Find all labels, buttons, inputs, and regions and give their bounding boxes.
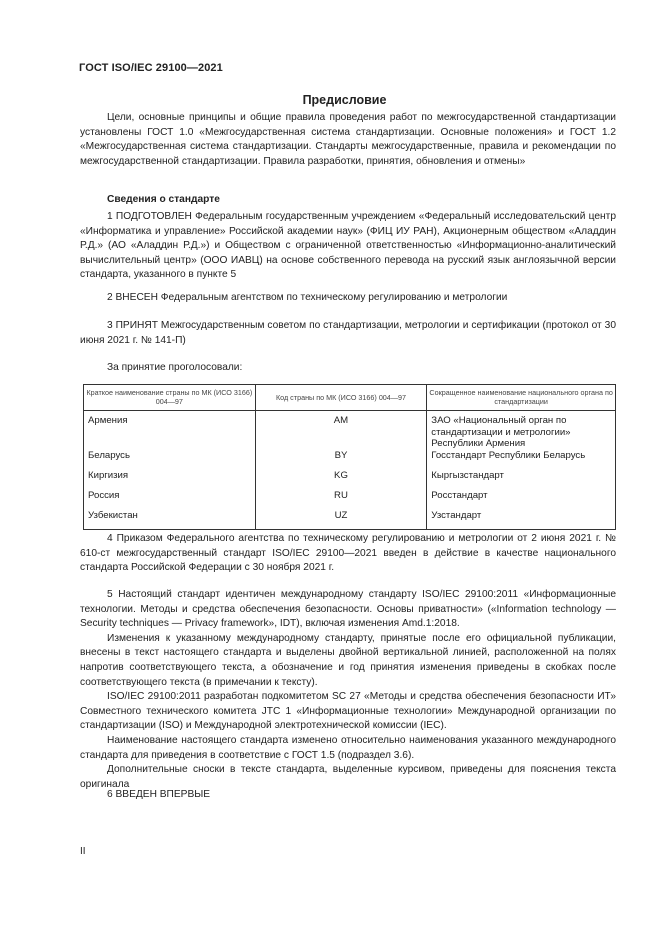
vote-label-text: За принятие проголосовали: bbox=[107, 362, 243, 373]
country-cell: Россия bbox=[84, 490, 256, 510]
org-cell: Госстандарт Республики Беларусь bbox=[427, 450, 616, 470]
code-cell: KG bbox=[255, 470, 427, 490]
paragraph-5 bbox=[80, 588, 616, 792]
paragraph-5-changes-body: Изменения к указанному международному стандарту, принятые после его официальной публикации, внесены в текст настоящего стандарта и выделены двойной вертикальной линией, расположенной на полях напротив соответствующего текста, а обозначение и год принятия изменения приведены в скобках после соответствующего текста (в примечании к тексту). bbox=[80, 632, 616, 688]
table-row bbox=[84, 510, 616, 530]
org-cell: Узстандарт bbox=[427, 510, 616, 530]
document-header: ГОСТ ISO/IEC 29100—2021 bbox=[79, 62, 223, 74]
paragraph-5-origin-body: ISO/IEC 29100:2011 разработан подкомитетом SC 27 «Методы и средства обеспечения безопасности ИТ» Совместного технического комитета JTC 1 «Информационные технологии» Международной организации по стандартизации (ISO) и Международной электротехнической комиссии (IEC). bbox=[80, 691, 616, 732]
org-cell: Кыргызстандарт bbox=[427, 470, 616, 490]
paragraph-5-name-body: Наименование настоящего стандарта изменено относительно наименования указанного международного стандарта для приведения в соответствие с ГОСТ 1.5 (подраздел 3.6). bbox=[80, 734, 616, 761]
paragraph-2-text: 2 ВНЕСЕН Федеральным агентством по техническому регулированию и метрологии bbox=[107, 292, 508, 303]
country-cell: Беларусь bbox=[84, 450, 256, 470]
section-title: Предисловие bbox=[302, 93, 387, 107]
country-cell: Армения bbox=[84, 411, 256, 450]
paragraph-6-text: 6 ВВЕДЕН ВПЕРВЫЕ bbox=[107, 789, 211, 800]
column-header-code: Код страны по МК (ИСО 3166) 004—97 bbox=[255, 385, 427, 411]
code-cell: AM bbox=[255, 411, 427, 450]
paragraph-5-text bbox=[80, 588, 616, 632]
org-cell: Росстандарт bbox=[427, 490, 616, 510]
table-row bbox=[84, 450, 616, 470]
voting-table bbox=[83, 384, 616, 530]
table-header-row bbox=[84, 385, 616, 411]
paragraph-4-text: 4 Приказом Федерального агентства по техническому регулированию и метрологии от 2 июня 2021 г. № 610-ст межгосударственный стандарт ISO/IEC 29100—2021 введен в действие в качестве национального стандарта Российской Федерации с 30 ноября 2021 г. bbox=[80, 533, 616, 574]
paragraph-5-name bbox=[80, 734, 616, 763]
paragraph-1-text: 1 ПОДГОТОВЛЕН Федеральным государственным учреждением «Федеральный исследовательский центр «Информатика и управление» Российской академии наук» (ФИЦ ИУ РАН), Акционерным обществом «Аладдин Р.Д.» (АО «Аладдин Р.Д.») и Обществом с ограниченной ответственностью «Информационно-аналитический вычислительный центр» (ООО ИАВЦ) на основе собственного перевода на русский язык англоязычной версии стандарта, указанного в пункте 5 bbox=[80, 211, 616, 281]
paragraph-5-footnotes-body: Дополнительные сноски в тексте стандарта, выделенные курсивом, приведены для пояснения текста оригинала bbox=[80, 764, 616, 790]
column-header-org: Сокращенное наименование национального органа по стандартизации bbox=[427, 385, 616, 411]
country-cell: Узбекистан bbox=[84, 510, 256, 530]
table-row bbox=[84, 490, 616, 510]
paragraph-1 bbox=[80, 210, 616, 283]
country-cell: Киргизия bbox=[84, 470, 256, 490]
code-cell: RU bbox=[255, 490, 427, 510]
paragraph-6 bbox=[80, 788, 616, 803]
paragraph-5-changes bbox=[80, 632, 616, 690]
paragraph-5-origin bbox=[80, 690, 616, 734]
column-header-country: Краткое наименование страны по МК (ИСО 3166) 004—97 bbox=[84, 385, 256, 411]
code-cell: UZ bbox=[255, 510, 427, 530]
info-heading: Сведения о стандарте bbox=[107, 194, 220, 205]
paragraph-4 bbox=[80, 532, 616, 576]
org-cell: ЗАО «Национальный орган по стандартизации и метрологии» Республики Армения bbox=[427, 411, 616, 450]
table-row bbox=[84, 470, 616, 490]
intro-text: Цели, основные принципы и общие правила проведения работ по межгосударственной стандартизации установлены ГОСТ 1.0 «Межгосударственная система стандартизации. Основные положения» и ГОСТ 1.2 «Межгосударственная система стандартизации. Стандарты межгосударственные, правила и рекомендации по межгосударственной стандартизации. Правила разработки, принятия, обновления и отмены» bbox=[80, 112, 616, 167]
page-number: II bbox=[80, 846, 86, 857]
paragraph-3-text: 3 ПРИНЯТ Межгосударственным советом по стандартизации, метрологии и сертификации (протокол от 30 июня 2021 г. № 141-П) bbox=[80, 320, 616, 346]
paragraph-3 bbox=[80, 319, 616, 348]
paragraph-5-body: 5 Настоящий стандарт идентичен международному стандарту ISO/IEC 29100:2011 «Информационные технологии. Методы и средства обеспечения безопасности. Основы приватности» («Information technology — Security techniques — Privacy framework», IDT), включая изменения Amd.1:2018. bbox=[80, 589, 616, 630]
paragraph-2 bbox=[80, 291, 616, 306]
code-cell: BY bbox=[255, 450, 427, 470]
vote-label bbox=[80, 361, 616, 376]
intro-paragraph bbox=[80, 111, 616, 169]
table-row bbox=[84, 411, 616, 450]
